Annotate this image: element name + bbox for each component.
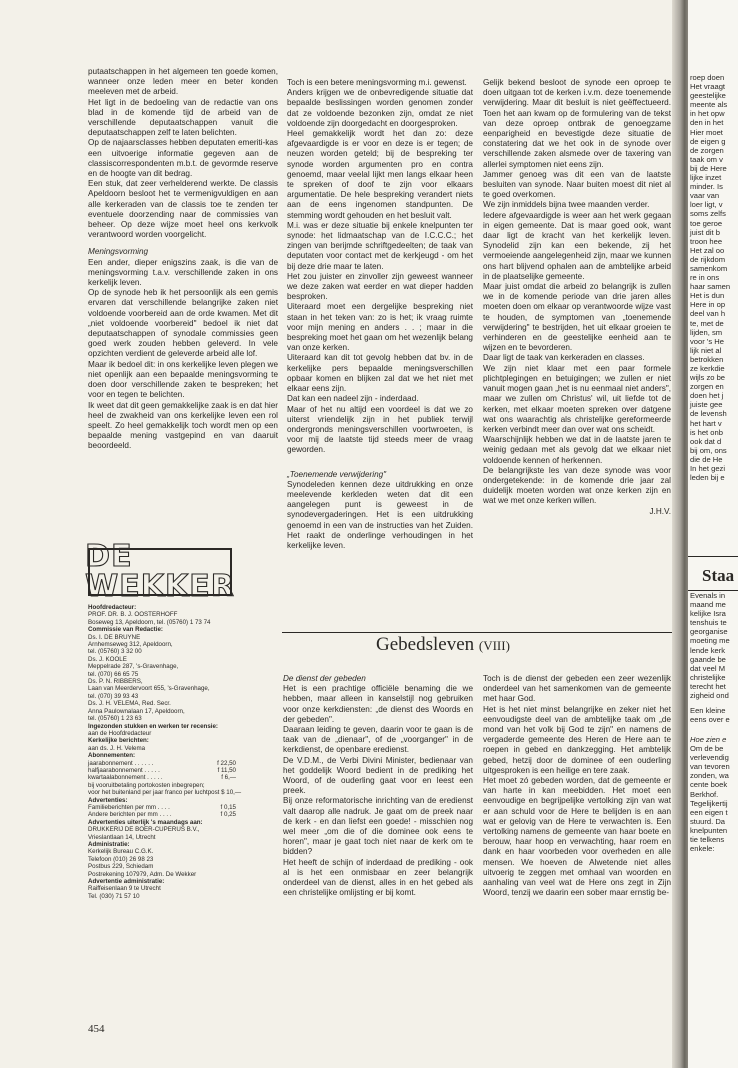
- paragraph: Gelijk bekend besloot de synode een oproep te doen uitgaan tot de kerken i.v.m. deze toenemende verwijdering. Maar dit besluit is niet geëffectueerd. Toen het aan kwam op de formulering van de tekst van deze oproep ontbrak de genoegzame eenparigheid en bevestigde deze situatie de constatering dat we het ook in de synode over verschillende zaken alsmede over de taxering van allerlei symptomen niet eens zijn.: [483, 78, 671, 169]
- colophon-line: Anna Paulownalaan 17, Apeldoorn,: [88, 707, 185, 715]
- paragraph-spacer: [287, 463, 473, 470]
- colophon-line: Postbus 229, Schiedam: [88, 863, 154, 871]
- facing-page-line: Hoe zien e: [690, 735, 727, 744]
- facing-page-line: de eigen g: [690, 136, 726, 146]
- facing-page-line: loer ligt, v: [690, 200, 723, 210]
- facing-page-line: geestelijke: [690, 91, 726, 101]
- paragraph: Uiteraard moet een dergelijke bespreking niet staan in het teken van: zo is het; ik vraag ruimte voor mijn mening en anders . . ; maar in die bespreking moet het gaan om het wezenlijk belang van onze kerken.: [287, 302, 473, 353]
- facing-page-line: georganise: [690, 627, 728, 637]
- facing-page-line: Here in op: [690, 300, 726, 310]
- facing-page-line: maand me: [690, 600, 726, 610]
- paragraph: Het zou juister en zinvoller zijn geweest wanneer we deze zaken wat eerder en wat dieper hadden besproken.: [287, 271, 473, 302]
- price-label: kwartaalabonnement . . . . .: [88, 774, 163, 782]
- facing-page-line: ook dat d: [690, 436, 722, 446]
- price-label: halfjaarabonnement . . . . .: [88, 766, 160, 774]
- colophon-line: Ds. I. DE BRUYNE: [88, 633, 141, 641]
- colophon-line: voor het buitenland per jaar franco per luchtpost $ 10,—: [88, 789, 242, 797]
- price-value: f 0,15: [220, 803, 236, 811]
- article-title: Gebedsleven: [376, 634, 475, 655]
- paragraph: Bij onze reformatorische inrichting van de eredienst valt daarop alle nadruk. Je gaat om de preek naar de kerk - en dan liefst een goede! - misschien nog wel meer „om die of die dominee ook eens te horen", maar je gaat toch niet naar de kerk om te bidden?: [283, 796, 473, 857]
- facing-page-text-mid: [690, 591, 738, 700]
- facing-page-line: re in ons: [690, 273, 720, 283]
- facing-page-line: het hart v: [690, 418, 722, 428]
- facing-page-line: Berkhof.: [690, 789, 719, 799]
- facing-page-line: die de He: [690, 454, 723, 464]
- facing-page-line: tie telkens: [690, 835, 725, 845]
- facing-page-line: juiste gee: [690, 400, 723, 410]
- colophon-line: Ds. J. H. VELEMA, Red. Secr.: [88, 700, 171, 708]
- facing-page-line: Het zal oo: [690, 245, 725, 255]
- facing-page-line: Het vraagt: [690, 82, 726, 92]
- paragraph-spacer: [88, 240, 278, 247]
- price-value: f 22,50: [217, 759, 236, 767]
- colophon-line: aan de Hoofdredacteur: [88, 729, 152, 737]
- facing-page-line: gaande be: [690, 654, 726, 664]
- facing-page-line: Om de be: [690, 744, 724, 754]
- colophon-line: tel. (070) 66 65 75: [88, 670, 139, 678]
- price-row: [88, 767, 280, 774]
- facing-page-line: zorgen en: [690, 382, 724, 392]
- paragraph: Ik weet dat dit geen gemakkelijke zaak is en dat hier heel de zwakheid van ons kerkelijke leven een rol speelt. Zo heel gemakkelijk toch wordt men op een bepaalde mening vastgepind en van daaruit beoordeeld.: [88, 400, 278, 451]
- facing-page-line: wijls zo be: [690, 373, 726, 383]
- colophon-line: bij vooruitbetaling portokosten inbegrepen;: [88, 781, 205, 789]
- colophon-line: tel. (05760) 3 32 00: [88, 648, 142, 656]
- paragraph: Daaraan leiding te geven, daarin voor te gaan is de taak van de „dienaar", of de „voorganger" in de kerkdienst, de openbare eredienst.: [283, 725, 473, 755]
- paragraph: Heel gemakkelijk wordt het dan zo: deze afgevaardigde is er voor en deze is er tegen; de neuzen worden geteld; bij de bespreking ter synode worden argumenten pro en contra genoemd, maar veelal lijkt men langs elkaar heen te spreken of doof te zijn voor elkaars argumentatie. De hele bespreking verandert niets aan de eens ingenomen standpunten. De stemming wordt gehouden en het besluit valt.: [287, 129, 473, 220]
- facing-page-text-mid2: [690, 706, 738, 724]
- facing-page-line: meente als: [690, 100, 728, 110]
- facing-page-line: de levensh: [690, 409, 727, 419]
- paragraph: Het ligt in de bedoeling van de redactie van ons blad in de komende tijd de arbeid van de verschillende deputaatschappen vanuit die deputaatschappen zelf te laten belichten.: [88, 97, 278, 138]
- colophon-heading: Kerkelijke berichten:: [88, 737, 149, 745]
- paragraph: Een ander, dieper enigszins zaak, is die van de meningsvorming t.a.v. verschillende zaken in ons kerkelijk leven.: [88, 257, 278, 288]
- subheading: Meningsvorming: [88, 247, 149, 257]
- facing-page-line: zigheid ond: [690, 691, 729, 701]
- colophon-line: PROF. DR. B. J. OOSTERHOFF: [88, 611, 178, 619]
- paragraph: Het is een prachtige officiële benaming die we hebben, maar alleen in kanselstijl nog gebruiken voor onze kerkdiensten: „de dienst des Woords en der gebeden".: [283, 684, 473, 724]
- colophon-line: Ds. P. N. RIBBERS,: [88, 678, 143, 686]
- facing-page-rule-top: [688, 556, 738, 557]
- facing-page-line: moeting me: [690, 636, 730, 646]
- price-label: Andere berichten per mm . . . .: [88, 811, 172, 819]
- colophon-line: Arnhemseweg 312, Apeldoorn,: [88, 641, 173, 649]
- paragraph: Iedere afgevaardigde is weer aan het werk gegaan in eigen gemeente. Dat is maar goed ook, want daar ligt de kracht van het kerkelijk leven. Synodelid zijn kan een bekende, zij het vermoeiende aangelegenheid zijn, maar we kunnen ons hart blijvend ophalen aan de ambtelijke arbeid in de plaatselijke gemeente.: [483, 210, 671, 281]
- facing-page-line: is het onb: [690, 427, 723, 437]
- facing-page-heading: Staa: [702, 566, 735, 585]
- facing-page-line: lende kerk: [690, 645, 726, 655]
- colophon-heading: Hoofdredacteur:: [88, 604, 137, 611]
- facing-page-line: vaar van: [690, 191, 720, 201]
- facing-page-line: soms zelfs: [690, 209, 726, 219]
- colophon-heading: Administratie:: [88, 841, 130, 848]
- facing-page-line: tenshuis te: [690, 618, 727, 628]
- colophon-heading: Commissie van Redactie:: [88, 626, 163, 634]
- paragraph: Synodeleden kennen deze uitdrukking en onze meelevende kerkleden weten dat dit een aangelegen punt is geweest in de synodevergaderingen. Het is een uitdrukking genoemd in een van de instructies van het Zuiden. Het raakt de onderlinge verhoudingen in het kerkelijke leven.: [287, 479, 473, 550]
- colophon-line: Postrekening 107979, Adm. De Wekker: [88, 870, 197, 878]
- logo-text: DE WEKKER: [85, 539, 235, 604]
- paragraph: Het is het niet minst belangrijke en zeker niet het eenvoudigste deel van de ambtelijke taak om „de mond van het volk bij God te zijn" en namens de vergaderde gemeente des Heren de Here aan te roepen in gebed en dankzegging. Het ambtelijk gebed, hetzij door de dominee of een ouderling uitgesproken is een heilige en tere zaak.: [483, 704, 671, 775]
- paragraph: Waarschijnlijk hebben we dat in de laatste jaren te weinig gedaan met als gevolg dat we elkaar niet voldoende kennen of herkennen.: [483, 435, 671, 465]
- colophon-line: Laan van Meerdervoort 655, 's-Gravenhage,: [88, 685, 210, 693]
- paragraph: M.i. was er deze situatie bij enkele knelpunten ter synode: het lidmaatschap van de I.C.C.C.; het zingen van berijmde schriftgedeelten; de taak van deputaten voor contact met de kerkjeugd - om het bij deze drie maar te laten.: [287, 220, 473, 271]
- facing-page-line: van tevoren: [690, 762, 730, 772]
- price-value: f 11,50: [217, 766, 236, 774]
- facing-page-line: enkele:: [690, 844, 715, 854]
- price-label: jaarabonnement . . . . . .: [88, 759, 154, 767]
- paragraph: Daar ligt de taak van kerkeraden en classes.: [483, 353, 645, 363]
- facing-page-edge: [688, 0, 738, 1068]
- colophon-line: aan ds. J. H. Velema: [88, 744, 146, 752]
- paragraph: Anders krijgen we de onbevredigende situatie dat bepaalde beslissingen worden genomen zonder dat ze voldoende bezonken zijn, omdat ze niet voldoende zijn doorgedacht en doorgesproken.: [287, 88, 473, 128]
- facing-page-line: kelijke Isra: [690, 609, 726, 619]
- paragraph: Op de najaarsclasses hebben deputaten emeriti-kas een uitvoerige informatie gegeven aan de classiscorrespondenten m.b.t. de gevormde reserve en de hoogte van dit bedrag.: [88, 138, 278, 179]
- facing-page-line: bij de Here: [690, 163, 727, 173]
- article-column-3: [483, 78, 671, 517]
- paragraph: Dat kan een nadeel zijn - inderdaad.: [287, 394, 419, 404]
- facing-page-line: lijk niet al: [690, 345, 722, 355]
- colophon-details: [88, 604, 280, 900]
- facing-page-line: cente boek: [690, 780, 728, 790]
- price-row: [88, 760, 280, 767]
- subheading: De dienst der gebeden: [283, 674, 366, 683]
- colophon-line: Ds. J. KOOLE: [88, 655, 127, 663]
- gebedsleven-column-1: [283, 674, 473, 898]
- colophon-line: Telefoon (010) 26 98 23: [88, 855, 154, 863]
- facing-page-line: troon hee: [690, 236, 723, 246]
- paragraph: Maar ik bedoel dit: in ons kerkelijke leven plegen we niet openlijk aan een bepaalde meningsvorming te doen door verschillende zaken te bespreken; het voor en tegen te belichten.: [88, 359, 278, 400]
- price-label: Familieberichten per mm . . . .: [88, 803, 170, 811]
- colophon-line: DRUKKERIJ DE BOER-CUPERUS B.V.,: [88, 826, 200, 834]
- facing-page-line: knelpunten: [690, 825, 728, 835]
- paragraph: We zijn niet klaar met een paar formele plichtplegingen en betuigingen; we zullen er niet vanuit mogen gaan „het is nu eenmaal niet anders", maar we zullen om Christus' wil, uit liefde tot de kerken, met elkaar moeten spreken over datgene wat ons waarachtig als christelijke gereformeerde kerken verbindt meer dan over wat ons scheidt.: [483, 363, 671, 434]
- colophon-line: Boseweg 13, Apeldoorn, tel. (05760) 1 73 74: [88, 618, 211, 626]
- colophon-line: Meppelrade 287, 's-Gravenhage,: [88, 663, 179, 671]
- price-value: f 6,—: [221, 774, 236, 782]
- facing-page-line: dat veel M: [690, 663, 726, 673]
- facing-page-line: betrokken: [690, 354, 724, 364]
- facing-page-line: een eigen t: [690, 807, 728, 817]
- facing-page-line: taak om v: [690, 154, 723, 164]
- facing-page-line: verlevendig: [690, 753, 729, 763]
- colophon-heading: Advertenties:: [88, 796, 128, 804]
- facing-page-line: minder. Is: [690, 182, 723, 192]
- paragraph: We zijn inmiddels bijna twee maanden verder.: [483, 200, 650, 210]
- colophon-heading: Advertentie administratie:: [88, 878, 165, 886]
- facing-page-line: de zorgen: [690, 145, 724, 155]
- colophon-heading: Abonnementen:: [88, 752, 136, 760]
- paragraph: Toch is de dienst der gebeden een zeer wezenlijk onderdeel van het samenkomen van de gemeente met haar God.: [483, 674, 671, 704]
- facing-page-line: christelijke: [690, 672, 726, 682]
- facing-page-line: zonden, wa: [690, 771, 729, 781]
- section-divider: [282, 632, 672, 633]
- paragraph: Jammer genoeg was dit een van de laatste besluiten van synode. Naar buiten moest dit niet al te goed overkomen.: [483, 169, 671, 200]
- facing-page-line: lijke inzet: [690, 173, 722, 183]
- facing-page-line: eens over e: [690, 715, 730, 725]
- facing-page-line: lijden, sm: [690, 327, 723, 337]
- paragraph: Op de synode heb ik het persoonlijk als een gemis ervaren dat verschillende belangrijke zaken niet voldoende voorbereid aan de orde kwamen. Met dit „niet voldoende voorbereid" bedoel ik niet dat deputaatschappen of synodale commissies geen goed werk zouden hebben geleverd. In vele opzichten verdient de geleverde arbeid alle lof.: [88, 288, 278, 359]
- facing-page-line: Evenals in: [690, 591, 726, 600]
- paragraph-spacer: [287, 456, 473, 463]
- facing-page-line: juist dit b: [690, 227, 720, 237]
- facing-page-line: ze kerkdie: [690, 364, 725, 373]
- paragraph: Een stuk, dat zeer verhelderend werkte. De classis Apeldoorn besloot het te vermenigvuldigen en aan alle kerkeraden van de classis toe te zenden ter eventuele doorzending naar de commissies van beheer. Op deze wijze moet heel ons kerkvolk verantwoord worden voorgelicht.: [88, 179, 278, 240]
- colophon-line: Raiffeisenlaan 9 te Utrecht: [88, 885, 161, 893]
- colophon-heading: Advertenties uiterlijk 's maandags aan:: [88, 818, 203, 826]
- gebedsleven-column-2: [483, 674, 671, 898]
- facing-page-line: Het is dun: [690, 291, 725, 301]
- colophon-line: Kerkelijk Bureau C.G.K.: [88, 848, 154, 856]
- facing-page-line: Een kleine: [690, 706, 726, 715]
- paragraph: De belangrijkste les van deze synode was voor ondergetekende: in de komende drie jaar zal duidelijk moeten worden wat onze kerken zijn en wat we met onze kerken willen.: [483, 465, 671, 506]
- paragraph: Maar of het nu altijd een voordeel is dat we zo uiterst vriendelijk zijn in het publiek terwijl ondergronds meningsverschillen voortwroeten, is voor mij de laatste tijd steeds meer de vraag geworden.: [287, 404, 473, 455]
- facing-page-line: Hier moet: [690, 127, 723, 137]
- article-part: (VIII): [478, 638, 510, 653]
- article-column-2: [287, 78, 473, 551]
- paragraph: Uiteraard kan dit tot gevolg hebben dat bv. in de kerkelijke pers bepaalde meningsverschillen opbaar komen en blijken zal dat we het niet met elkaar eens zijn.: [287, 353, 473, 394]
- article-heading: [376, 634, 510, 656]
- price-row: [88, 804, 280, 811]
- facing-page-line: terecht het: [690, 681, 726, 691]
- facing-page-line: roep doen: [690, 73, 725, 82]
- colophon-line: Vrieslantlaan 14, Utrecht: [88, 833, 156, 841]
- colophon-line: Tel. (030) 71 57 10: [88, 892, 140, 900]
- facing-page-text-bottom: [690, 735, 738, 853]
- facing-page-line: deel van h: [690, 309, 726, 319]
- price-row: [88, 774, 280, 781]
- colophon-line: tel. (05760) 1 23 63: [88, 715, 142, 723]
- facing-page-line: doen het j: [690, 391, 724, 401]
- article-column-1: [88, 67, 278, 452]
- facing-page-line: haar samen: [690, 282, 731, 292]
- colophon-heading: Ingezonden stukken en werken ter recensie:: [88, 722, 218, 730]
- facing-page-line: voor 's He: [690, 336, 724, 346]
- paragraph: Het moet zó gebeden worden, dat de gemeente er van harte in kan meebidden. Het moet een eenvoudige en begrijpelijke vertolking zijn van wat er aan schuld voor de Here te belijden is en aan wat er gelovig van de Here te verwachten is. Een vertolking namens de gemeente van haar boete en berouw, haar hoop en verwachting, haar roem en dank en haar voorbeden voor overheden en alle mensen. We hoeven de Alwetende niet alles uitvoerig te zeggen met omhaal van woorden en aanhaling van veel wat de Here ons zegt in Zijn Woord, tenzij we daarin een sober maar ernstig be-: [483, 776, 671, 898]
- paragraph: Het heeft de schijn of inderdaad de prediking - ook al is het een onmisbaar en zeer belangrijk onderdeel van de dienst, alles in en het gebed als een christelijke omlijsting er bij komt.: [283, 857, 473, 898]
- subheading: „Toenemende verwijdering": [287, 469, 387, 479]
- facing-page-line: de rijkdom: [690, 254, 726, 264]
- facing-page-line: in het opw: [690, 109, 725, 119]
- facing-page-line: samenkom: [690, 263, 728, 273]
- paragraph: De V.D.M., de Verbi Divini Minister, bedienaar van het goddelijk Woord bedient in de prediking het Woord, of de ouderling gaat voor en leest een preek.: [283, 755, 473, 796]
- colophon-line: tel. (070) 39 93 43: [88, 692, 139, 700]
- masthead-colophon: [85, 539, 280, 1018]
- paragraph: putaatschappen in het algemeen ten goede komen, wanneer onze leden meer en beter konden meeleven met de arbeid.: [88, 67, 278, 97]
- price-row: [88, 811, 280, 818]
- facing-page-line: te, met de: [690, 318, 724, 328]
- facing-page-line: stuurd. Da: [690, 816, 726, 826]
- price-value: f 0,25: [220, 811, 236, 819]
- facing-page-line: den in het: [690, 118, 724, 128]
- paragraph: Toch is een betere meningsvorming m.i. gewenst.: [287, 78, 467, 87]
- facing-page-line: leden bij e: [690, 473, 725, 483]
- facing-page-line: toe geroe: [690, 218, 723, 228]
- facing-page-line: bij om, ons: [690, 445, 727, 455]
- facing-page-line: In het gezi: [690, 464, 726, 474]
- facing-page-line: Tegelijkertij: [690, 798, 728, 808]
- page-number: 454: [88, 1023, 105, 1035]
- author-signature: J.H.V.: [649, 506, 671, 516]
- facing-page-text-top: [690, 73, 738, 482]
- de-wekker-logo: [85, 539, 235, 604]
- paragraph: Maar juist omdat die arbeid zo belangrijk is zullen we in de komende periode van drie jaren alles moeten doen om elkaar op verantwoorde wijze vast te houden, de symptomen van „toenemende verwijdering" te bestrijden, het uit elkaar groeien te verhinderen en de geestelijke eenheid aan te wijzen en te bevorderen.: [483, 282, 671, 353]
